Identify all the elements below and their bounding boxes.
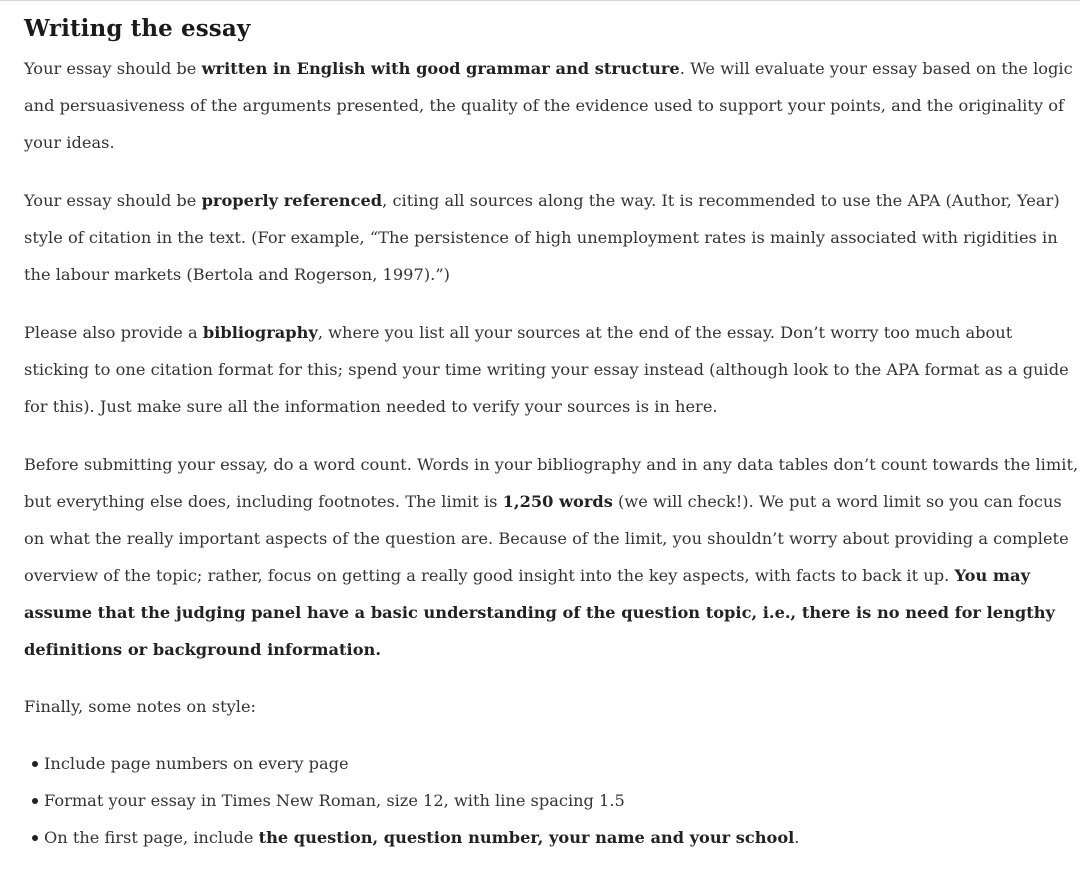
style-notes-list (24, 745, 1080, 856)
list-item-text: Format your essay in Times New Roman, size 12, with line spacing 1.5 (44, 791, 625, 810)
list-item-text: Include page numbers on every page (44, 754, 349, 773)
paragraph-text: Please also provide a (24, 323, 203, 342)
list-item (44, 819, 1080, 856)
list-item (44, 782, 1080, 819)
bullet-icon (32, 798, 38, 804)
paragraph-text: Your essay should be (24, 59, 202, 78)
bullet-icon (32, 761, 38, 767)
paragraph-text: . We will evaluate your essay based on the logic and persuasiveness of the arguments presented, the quality of the evidence used to support your points, and the originality of your ideas. (24, 59, 1073, 152)
emphasis-text: bibliography (202, 323, 318, 342)
paragraph-text: , where you list all your sources at the end of the essay. Don’t worry too much about sticking to one citation format for this; spend your time writing your essay instead (although look to the APA format as a guide for this). Just make sure all the information needed to verify your sources is in here. (24, 323, 1069, 416)
paragraph-text: Before submitting your essay, do a word count. Words in your bibliography and in any data tables don’t count towards the limit, but everything else does, including footnotes. The limit is (24, 455, 1079, 511)
list-item-text: On the first page, include (44, 828, 259, 847)
paragraph-text: Your essay should be (24, 191, 202, 210)
paragraph-style-intro: Finally, some notes on style: (24, 697, 257, 716)
list-item (44, 745, 1080, 782)
emphasis-text: You may assume that the judging panel have a basic understanding of the question topic, i.e., there is no need for lengthy definitions or background information. (24, 566, 1055, 659)
paragraph-text: (we will check!). We put a word limit so you can focus on what the really important aspects of the question are. Because of the limit, you shouldn’t worry about providing a complete overview of the topic; rather, focus on getting a really good insight into the key aspects, with facts to back it up. (24, 492, 1069, 585)
emphasis-text: the question, question number, your name and your school (258, 828, 795, 847)
list-item-text: . (794, 828, 800, 847)
section-heading: Writing the essay (24, 15, 251, 42)
emphasis-text: 1,250 words (502, 492, 613, 511)
paragraph-text: , citing all sources along the way. It is recommended to use the APA (Author, Year) style of citation in the text. (For example, “The persistence of high unemployment rates is mainly associated with rigidities in the labour markets (Bertola and Rogerson, 1997).”) (24, 191, 1060, 284)
paragraph-word-limit (24, 446, 1080, 668)
essay-guidelines-section (0, 1, 1080, 875)
emphasis-text: properly referenced (201, 191, 383, 210)
paragraph-bibliography (24, 314, 1080, 425)
bullet-icon (32, 835, 38, 841)
paragraph-language (24, 50, 1080, 161)
emphasis-text: written in English with good grammar and structure (201, 59, 680, 78)
paragraph-referencing (24, 182, 1080, 293)
